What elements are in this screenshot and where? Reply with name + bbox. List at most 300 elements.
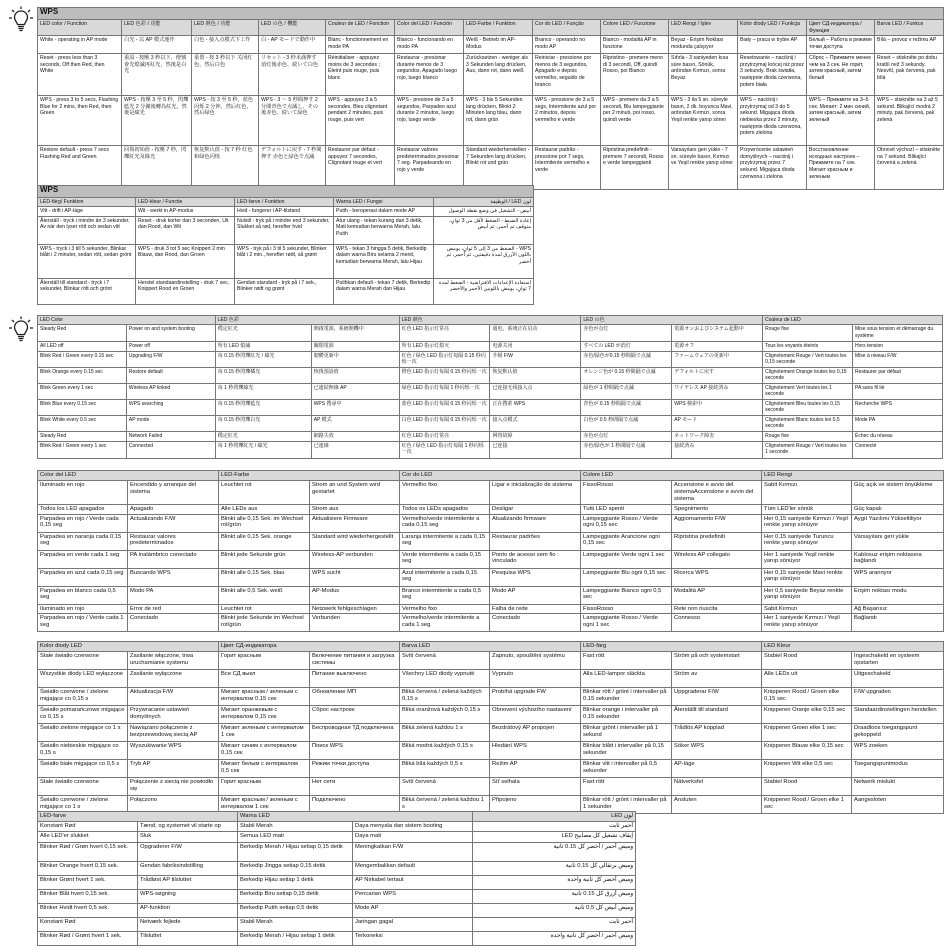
column-header: LED color / Function [38,20,122,36]
table-cell: Clignotement Blanc toutes les 0,5 seconde [763,415,853,431]
table-row [38,244,534,278]
table-cell: Berkedip Putih setiap 0,5 detik [238,903,353,917]
table-cell: Söker WPS [672,741,762,759]
table-cell: Strom aus [310,504,400,514]
table-cell: Blink Red / Green every 1 sec [38,441,127,458]
table-cell: Svítí červená [400,777,490,795]
table-cell: Lampeggiante Rosso / Verde ogni 0,15 sec [581,514,672,532]
table-cell: Restore default - press 7 secs Flashing Red and Green [38,146,122,190]
table-cell: 已连接无线接入点 [490,383,581,399]
table-row [38,54,944,96]
table-cell: WPS arannyor [852,568,944,586]
table-cell: Ponto de acesso sem fio vinculado [490,550,581,568]
table-cell: Połączenie z siecią nie powiodło się [128,777,219,795]
table-cell: Modo PA [128,586,219,604]
table-cell: Opgraderer F/W [138,842,238,861]
table-cell: Ligar e inicialização de sistema [490,480,581,504]
table-row [38,875,636,889]
table-cell: 每 0.15 秒閃爍紅光 / 綠光 [215,351,311,367]
table-cell: Vitt - drift i AP-läge [38,207,136,216]
table-cell: وميض أبيض كل 0.5 ثانية [473,903,636,917]
table-cell: Knipperen Oranje elke 0,15 sec [762,705,852,723]
table-cell: Draadloos toegangspunt gekoppeld [852,723,944,741]
table-cell: Knipperen Blauw elke 0,15 sec [762,741,852,759]
column-header: Цвет СД-индикатора / Функция [807,20,875,36]
table-cell: Reset – stiskněte po dobu kratší než 3 sekundy. Nesvítí, pak červená, pak bílá [875,54,944,96]
table-cell: Ström på och systemstart [672,651,762,669]
table-cell: Tryb AP [128,759,219,777]
table-cell: Мигает зеленым с интервалом 1 сек [219,723,310,741]
column-header: Warna LED [238,812,473,822]
table-cell: Alle LEDs aus [219,504,310,514]
table-cell: Knipperen Groen elke 1 sec [762,723,852,741]
column-header: Kolor diody LED / Funkcja [738,20,807,36]
table-cell: Blinker Hvidt hvert 0,5 sek. [38,903,138,917]
table-cell: Actualizando F/W [128,514,219,532]
wps-table-secondary [37,185,534,305]
column-header: LED Kleur [762,642,944,652]
table-row [38,480,944,504]
table-cell: 重設 - 按壓 3 秒以下，燈號會先熄滅再紅光，然後是白光 [122,54,192,96]
table-cell: 网络故障 [490,431,581,441]
table-cell: Światło niebieskie migające co 0,15 s [38,741,128,759]
table-cell: Bliká oranžová každých 0,15 s [400,705,490,723]
table-cell: Blinkar vitt i intervaller på 0,5 sekunder [581,759,672,777]
table-cell: Aangesloten [852,795,944,813]
table-row [38,146,944,190]
led-status-table-1 [37,315,943,459]
table-cell: Restaurar padrão - pressione por 7 segs, Intermitente vermelho e verde [533,146,601,190]
table-cell: Apagado [128,504,219,514]
table-cell: Branco intermitente a cada 0,5 seg [400,586,490,604]
column-header: Cor do LED [400,471,581,481]
table-cell: 恢复默认值 [490,367,581,383]
table-cell: Tous les voyants éteints [763,342,853,351]
table-cell: وميض أحمر / أخضر كل ثانية واحدة [473,931,636,945]
table-cell: Režim AP [490,759,581,777]
table-row [38,777,944,795]
table-cell: Blink Red / Green every 0.15 sec [38,351,127,367]
table-cell: 已连接 [490,441,581,458]
table-cell: Bliká bílá každých 0,5 s [400,759,490,777]
column-header: LED Rengi / İşlev [669,20,738,36]
table-cell: Knipperen Rood / Groen elke 1 sec [762,795,852,813]
table-cell: WPS 搜尋中 [311,399,399,415]
table-cell: Her 1 saniyede Yeşil renkte yanıp sönüyor [762,550,852,568]
table-cell: Síť selhala [490,777,581,795]
column-header: LED-Farbe / Funktion [464,20,533,36]
table-cell: Pesquisa WPS [490,568,581,586]
table-cell: 韌體更新中 [311,351,399,367]
table-cell: Fast rött [581,777,672,795]
table-cell: 红色 LED 指示灯常亮 [399,325,490,342]
table-cell: Obnovit výchozí – stiskněte na 7 sekund, Blikající červená a zelená [875,146,944,190]
table-cell: Hledání WPS [490,741,581,759]
table-row [38,669,944,687]
table-cell: Мигает оранжевым с интервалом 0,15 сек [219,705,310,723]
table-cell: Blinkt alle 0,15 Sek. im Wechsel rot/grün [219,514,310,532]
table-cell: Lampeggiante Rosso / Verde ogni 1 sec [581,614,672,632]
table-cell: Vermelho/verde intermitente a cada 0,15 seg [400,514,490,532]
table-cell: استعادة الإعدادات الافتراضية - الضغط لمدة 7 ثوانٍ، يومض باللونين الأحمر والأخضر [434,278,534,304]
table-cell: FissoRosso [581,604,672,614]
table-cell: Iluminado en rojo [38,604,128,614]
table-cell: Питание выключено [310,669,400,687]
table-cell: Restore default [126,367,215,383]
table-cell: AP モード [672,415,763,431]
table-cell: Gendan standard - tryk på i 7 sek., Blinker rødt og grønt [235,278,334,304]
table-cell: Accensione e avvio del sistemaAccensione e avvio del sistema [672,480,762,504]
table-cell: Blinker Grønt hvert 1 sek. [38,875,138,889]
table-cell: Mengembalikan default [353,861,473,875]
table-cell: Probíhá upgrade FW [490,687,581,705]
table-row [38,207,534,216]
table-cell: Wireless AP collegato [672,550,762,568]
table-cell: Recherche WPS [853,399,943,415]
table-cell: Laranja intermitente a cada 0,15 seg [400,532,490,550]
table-cell: Zasilanie włączone, trwa uruchamianie systemu [128,651,219,669]
table-cell: Включение питания и загрузка системы [310,651,400,669]
table-cell: 所有 LED 指示灯熄灭 [399,342,490,351]
table-cell: 恢復預設值 [311,367,399,383]
table-cell: AP-funktion [138,903,238,917]
table-cell: Tüm LED'ler sönük [762,504,852,514]
table-row [38,383,943,399]
table-cell: Nulstil - tryk på i mindre end 3 sekunder, Slukket så rød, herefter hvid [235,216,334,244]
column-header: Barva LED [400,642,581,652]
table-cell: Белый – Работа в режиме точки доступа [807,36,875,54]
table-cell: Svítí červená [400,651,490,669]
table-cell: WPS – stiskněte na 3 až 5 sekund. Blikající modrá 2 minuty, pak červená, pak zelená [875,96,944,146]
column-header: LED 色彩 [215,316,399,325]
table-cell: Sluk [138,832,238,842]
column-header: LED-kleur / Functie [136,198,235,207]
table-cell: Ström av [672,669,762,687]
table-cell: Горит красным [219,777,310,795]
column-header: Colore LED / Funzione [601,20,669,36]
table-cell: 白色が 0.5 秒間隔で点滅 [581,415,672,431]
table-cell: 穩定紅光 [215,325,311,342]
table-cell: デフォルトに戻す [672,367,763,383]
table-cell: Мигает синим с интервалом 0,15 сек [219,741,310,759]
table-row [38,705,944,723]
column-header: Color del LED [38,471,219,481]
table-cell: 回復初始值 - 按壓 7 秒，閃爍紅光及綠光 [122,146,192,190]
table-cell: Atualizando firmware [490,514,581,532]
table-cell: Blink Blue every 0.15 sec [38,399,127,415]
table-cell: 接続済み [672,441,763,458]
table-cell: すべての LED が消灯 [581,342,672,351]
column-header: LED 颜色 [399,316,581,325]
table-cell: Meningkatkan F/W [353,842,473,861]
table-cell: Güç açık ve sistem önyükleme [852,480,944,504]
table-row [38,723,944,741]
wps-table-main [37,7,944,190]
table-cell: Aggiornamento F/W [672,514,762,532]
table-cell: 白色 LED 指示灯每隔 0.15 秒闪烁一次 [399,415,490,431]
column-header: LED 颜色 / 功能 [192,20,259,36]
table-cell: إيقاف تشغيل كل مصابيح LED [473,832,636,842]
table-cell: 白色 - 接入点模式下工作 [192,36,259,54]
table-cell: Blinker Rød / Grøn hvert 0,15 sek. [38,842,138,861]
table-row [38,399,943,415]
table-cell: Restaurer par défaut - appuyez 7 secondes, Clignotant rouge et vert [326,146,395,190]
table-cell: AP mode [126,415,215,431]
table-cell: Daya mati [353,832,473,842]
table-row [38,504,944,514]
lightbulb-icon [9,6,33,32]
table-cell: Ripristino - premere meno di 3 secondi, Off, quindi Rosso, poi Bianco [601,54,669,96]
table-cell: Lampeggiante Arancione ogni 0,15 sec [581,532,672,550]
table-cell: Stałe światło czerwone [38,777,128,795]
table-cell: Jaringan gagal [353,917,473,931]
column-header: LED-färg [581,642,762,652]
table-row [38,604,944,614]
table-cell: ネットワーク障害 [672,431,763,441]
table-row [38,614,944,632]
table-cell: 赤色/緑色が 1 秒間隔で点滅 [581,441,672,458]
table-cell: 青色が 0.15 秒間隔で点滅 [581,399,672,415]
table-cell: WPS - tryck i 3 till 5 sekunder, Blinkar blått i 2 minuter, sedan rött, sedan grönt [38,244,136,278]
table-cell: Power on and system booting [126,325,215,342]
table-cell: Alle LED'er slukket [38,832,138,842]
table-cell: 橙色 LED 指示灯每隔 0.15 秒闪烁一次 [399,367,490,383]
table-cell: Połączono [128,795,219,813]
table-cell: 接入点模式 [490,415,581,431]
table-cell: Azul intermitente a cada 0,15 seg [400,568,490,586]
table-cell: Konstant Rød [38,917,138,931]
table-cell: Zapnuto, spouštění systému [490,651,581,669]
table-cell: Parpadea en verde cada 1 seg [38,550,128,568]
table-cell: Zasilanie wyłączone [128,669,219,687]
table-cell: Поиск WPS [310,741,400,759]
table-cell: WPS - 3 bis 5 Sekunden lang drücken, Blinkt 2 Minuten lang blau, dann rot, dann grün [464,96,533,146]
table-row [38,351,943,367]
table-cell: Vermelho/verde intermitente a cada 1 seg [400,614,490,632]
table-cell: Ansluten [672,795,762,813]
table-cell: 蓝色 LED 指示灯每隔 0.15 秒闪烁一次 [399,399,490,415]
table-cell: Bílá – provoz v režimu AP [875,36,944,54]
table-cell: Berkedip Merah / Hijau setiap 0,15 detik [238,842,353,861]
table-cell: Modo AP [490,586,581,604]
table-cell: Steady Red [38,325,127,342]
table-cell: Blinker Orange hvert 0,15 sek. [38,861,138,875]
table-cell: Putih - beroperasi dalam mode AP [334,207,434,216]
table-cell: Ingeschakeld en systeem opstarten [852,651,944,669]
table-cell: Мигает красным / зеленым с интервалом 1 сек [219,795,310,813]
table-cell: WPS sucht [310,568,400,586]
table-cell: Wireless-AP verbunden [310,550,400,568]
table-cell: Wireless AP linked [126,383,215,399]
table-cell: Berkedip Merah / Hijau setiap 1 detik [238,931,353,945]
table-cell: Mode AP [353,903,473,917]
table-cell: Power off [126,342,215,351]
table-cell: Reiniciar - pressione por menos de 3 segundos, Apagado e depois vermelho, seguido de branco [533,54,601,96]
table-cell: Branco - operando no modo AP [533,36,601,54]
table-cell: PA inalámbrico conectado [128,550,219,568]
table-cell: Her 0,5 saniyede Beyaz renkte yanıp sönüyor [762,586,852,604]
table-row [38,216,534,244]
table-cell: Her 1 saniyede Kırmızı / Yeşil renkte yanıp sönüyor [762,614,852,632]
table-cell: Clignotement Bleu toutes les 0,15 seconde [763,399,853,415]
table-cell: Falha de rede [490,604,581,614]
table-cell: Blinkt jede Sekunde im Wechsel rot/grün [219,614,310,632]
table-row [38,550,944,568]
table-cell: Stabil Merah [238,822,353,832]
table-cell: WPS zoeken [852,741,944,759]
table-cell: Standard wiederherstellen - 7 Sekunden lang drücken, Blinkt rot und grün [464,146,533,190]
table-cell: Trådløst AP tilsluttet [138,875,238,889]
table-cell: Připojeno [490,795,581,813]
table-cell: Blinkt alle 0,15 Sek. orange [219,532,310,550]
table-cell: Blinkt alle 0,5 Sek. weiß [219,586,310,604]
table-cell: Her 0,15 saniyede Turuncu renkte yanıp sönüyor [762,532,852,550]
table-cell: Blinkar rött / grönt i intervaller på 1 sekunder [581,795,672,813]
table-cell: Varsayılanı geri yükle [852,532,944,550]
table-cell: Lampeggiante Verde ogni 1 sec [581,550,672,568]
table-cell: ファームウェアの更新中 [672,351,763,367]
table-cell: 所有 LED 熄滅 [215,342,311,351]
table-cell: Światło białe migające co 0,5 s [38,759,128,777]
table-cell: Gendan fabriksindstilling [138,861,238,875]
table-cell: WPS - druk 3 tot 5 sec Knippert 2 min Blauw, dan Rood, dan Groen [136,244,235,278]
table-cell: Herstel standaardinstelling - druk 7 sec, Knippert Rood en Groen [136,278,235,304]
table-cell: Blinkt jede Sekunde grün [219,550,310,568]
table-cell: Clignotement Rouge / Vert toutes les 0,15 seconde [763,351,853,367]
table-cell: Mise sous tension et démarrage du système [853,325,943,342]
table-cell: Blinkar orange i intervaller på 0,15 sekunder [581,705,672,723]
lightbulb-icon [9,316,33,342]
table-row [38,568,944,586]
table-row [38,651,944,669]
column-header: LED の色 [581,316,763,325]
column-header: LED Rengi [762,471,944,481]
table-cell: WPS - tryk på i 3 til 5 sekunder, Blinker blåt i 2 min., herefter rødt, så grønt [235,244,334,278]
table-cell: Spegnimento [672,504,762,514]
wps-table-title: WPS [38,8,944,20]
table-cell: Network Failed [126,431,215,441]
table-cell: Všechny LED diody vypnuté [400,669,490,687]
table-cell: Stabiel Rood [762,651,852,669]
table-cell: Restaurar padrões [490,532,581,550]
table-cell: Resetowanie – naciśnij i przytrzymaj krócej niż przez 3 sekundy. Brak światła, następnie dioda czerwona, potem biała [738,54,807,96]
table-cell: 每 1 秒閃爍紅光 / 綠光 [215,441,311,458]
table-cell: Encendido y arranque del sistema [128,480,219,504]
table-cell: Mise à niveau F/W [853,351,943,367]
table-cell: Lampeggiante Blu ogni 0,15 sec [581,568,672,586]
table-row [38,325,943,342]
table-cell: Hors tension [853,342,943,351]
table-cell: Restaurar valores predeterminados [128,532,219,550]
table-cell: WPS - 按壓 3 至 5 秒，閃爍藍光 2 分鐘後轉為紅光，然後是綠光 [122,96,192,146]
table-cell: وميض برتقالي كل 0.15 ثانية [473,861,636,875]
table-cell: WPS searching [126,399,215,415]
table-cell: Återställ till standard - tryck i 7 sekunder, Blinkar rött och grönt [38,278,136,304]
table-cell: Kablosuz erişim noktasına bağlandı [852,550,944,568]
table-cell: Światło zielone migające co 1 s [38,723,128,741]
table-cell: FissoRosso [581,480,672,504]
table-cell: 已連結無線 AP [311,383,399,399]
table-cell: Conectado [128,614,219,632]
table-cell: Wszystkie diody LED wyłączone [38,669,128,687]
table-cell: Nätverksfel [672,777,762,795]
table-cell: Мигает красным / зеленым с интервалом 0,15 сек [219,687,310,705]
table-cell: Światło pomarańczowe migające co 0,15 s [38,705,128,723]
table-cell: 赤色/緑色が0.15 秒間隔で点滅 [581,351,672,367]
table-cell: Parpadea en rojo / Verde cada 0,15 seg [38,514,128,532]
table-cell: Strom an und System wird gestartet [310,480,400,504]
table-cell: Alla LED-lampor släckta [581,669,672,687]
column-header: لون LED / الوظيفة [434,198,534,207]
table-cell: Все СД выкл [219,669,310,687]
table-cell: Подключено [310,795,400,813]
column-header: Cor do LED / Função [533,20,601,36]
table-cell: Connesso [672,614,762,632]
table-cell: AP-Modus [310,586,400,604]
table-cell: 赤色が点灯 [581,431,672,441]
table-cell: WPS - 3 ila 5 sn. süreyle basın, 2 dk. boyunca Mavi, ardından Kırmızı, sonra Yeşil renkte yanıp söner [669,96,738,146]
table-cell: Leuchtet rot [219,480,310,504]
table-cell: Нет сети [310,777,400,795]
table-cell: Tænd, og systemet vil starte op [138,822,238,832]
led-status-table-3 [37,641,944,814]
table-cell: 開啟電源，系統開機中 [311,325,399,342]
table-cell: Iluminado en rojo [38,480,128,504]
column-header: Warna LED / Fungsi [334,198,434,207]
table-cell: Trådlös AP kopplad [672,723,762,741]
table-cell: 關閉電源 [311,342,399,351]
table-cell: Netwerk mislukt [852,777,944,795]
table-cell: Terkoneksi [353,931,473,945]
table-cell: Standaardinstellingen herstellen [852,705,944,723]
table-cell: Clignotement Vert toutes les 1 seconde [763,383,853,399]
table-row [38,861,636,875]
table-cell: Toegangspuntmodus [852,759,944,777]
table-cell: Ricerca WPS [672,568,762,586]
led-status-table-4 [37,811,636,946]
table-cell: 红色 / 绿色 LED 指示灯每隔 1 秒闪烁一次 [399,441,490,458]
table-cell: Stałe światło czerwone [38,651,128,669]
table-cell: AP Nirkabel tertaut [353,875,473,889]
table-row [38,532,944,550]
table-cell: Her 0,15 saniyede Mavi renkte yanıp sönüyor [762,568,852,586]
table-cell: Clignotement Orange toutes les 0,15 seconde [763,367,853,383]
table-row [38,441,943,458]
column-header: LED-farve [38,812,238,822]
table-cell: Sabit Kırmızı [762,604,852,614]
table-cell: オレンジ色が 0.15 秒間隔で点滅 [581,367,672,383]
table-cell: Biały – praca w trybie AP [738,36,807,54]
table-cell: Ripristina predefiniti - premere 7 secondi, Rosso e verde lampeggianti [601,146,669,190]
table-cell: WPS - press 3 to 5 secs, Flashing Blue for 2 mins, then Red, then Green [38,96,122,146]
table-cell: Erişim noktası modu [852,586,944,604]
table-cell: 正在搜索 WPS [490,399,581,415]
table-cell: AP 模式 [311,415,399,431]
table-cell: Blink White every 0.5 sec [38,415,127,431]
table-row [38,759,944,777]
table-cell: Беспроводная ТД подключена [310,723,400,741]
table-row [38,931,636,945]
column-header: Kolor diody LED [38,642,219,652]
table-cell: Aygıt Yazılımı Yükseltiliyor [852,514,944,532]
table-cell: Nawiązano połączenie z bezprzewodową siecią AP [128,723,219,741]
table-cell: Återställt till standard [672,705,762,723]
table-cell: WPS - الضغط من 3 إلى 5 ثوانٍ، يومض باللون الأزرق لمدة دقيقتين، ثم أحمر، ثم أخضر [434,244,534,278]
table-cell: Światło czerwone / zielone migające co 1 s [38,795,128,813]
column-header: Couleur de LED [763,316,943,325]
table-cell: Parpadea en rojo / Verde cada 1 seg [38,614,128,632]
table-cell: リセット - 3 秒未満押す 消灯後赤色、続いて白色 [259,54,326,96]
